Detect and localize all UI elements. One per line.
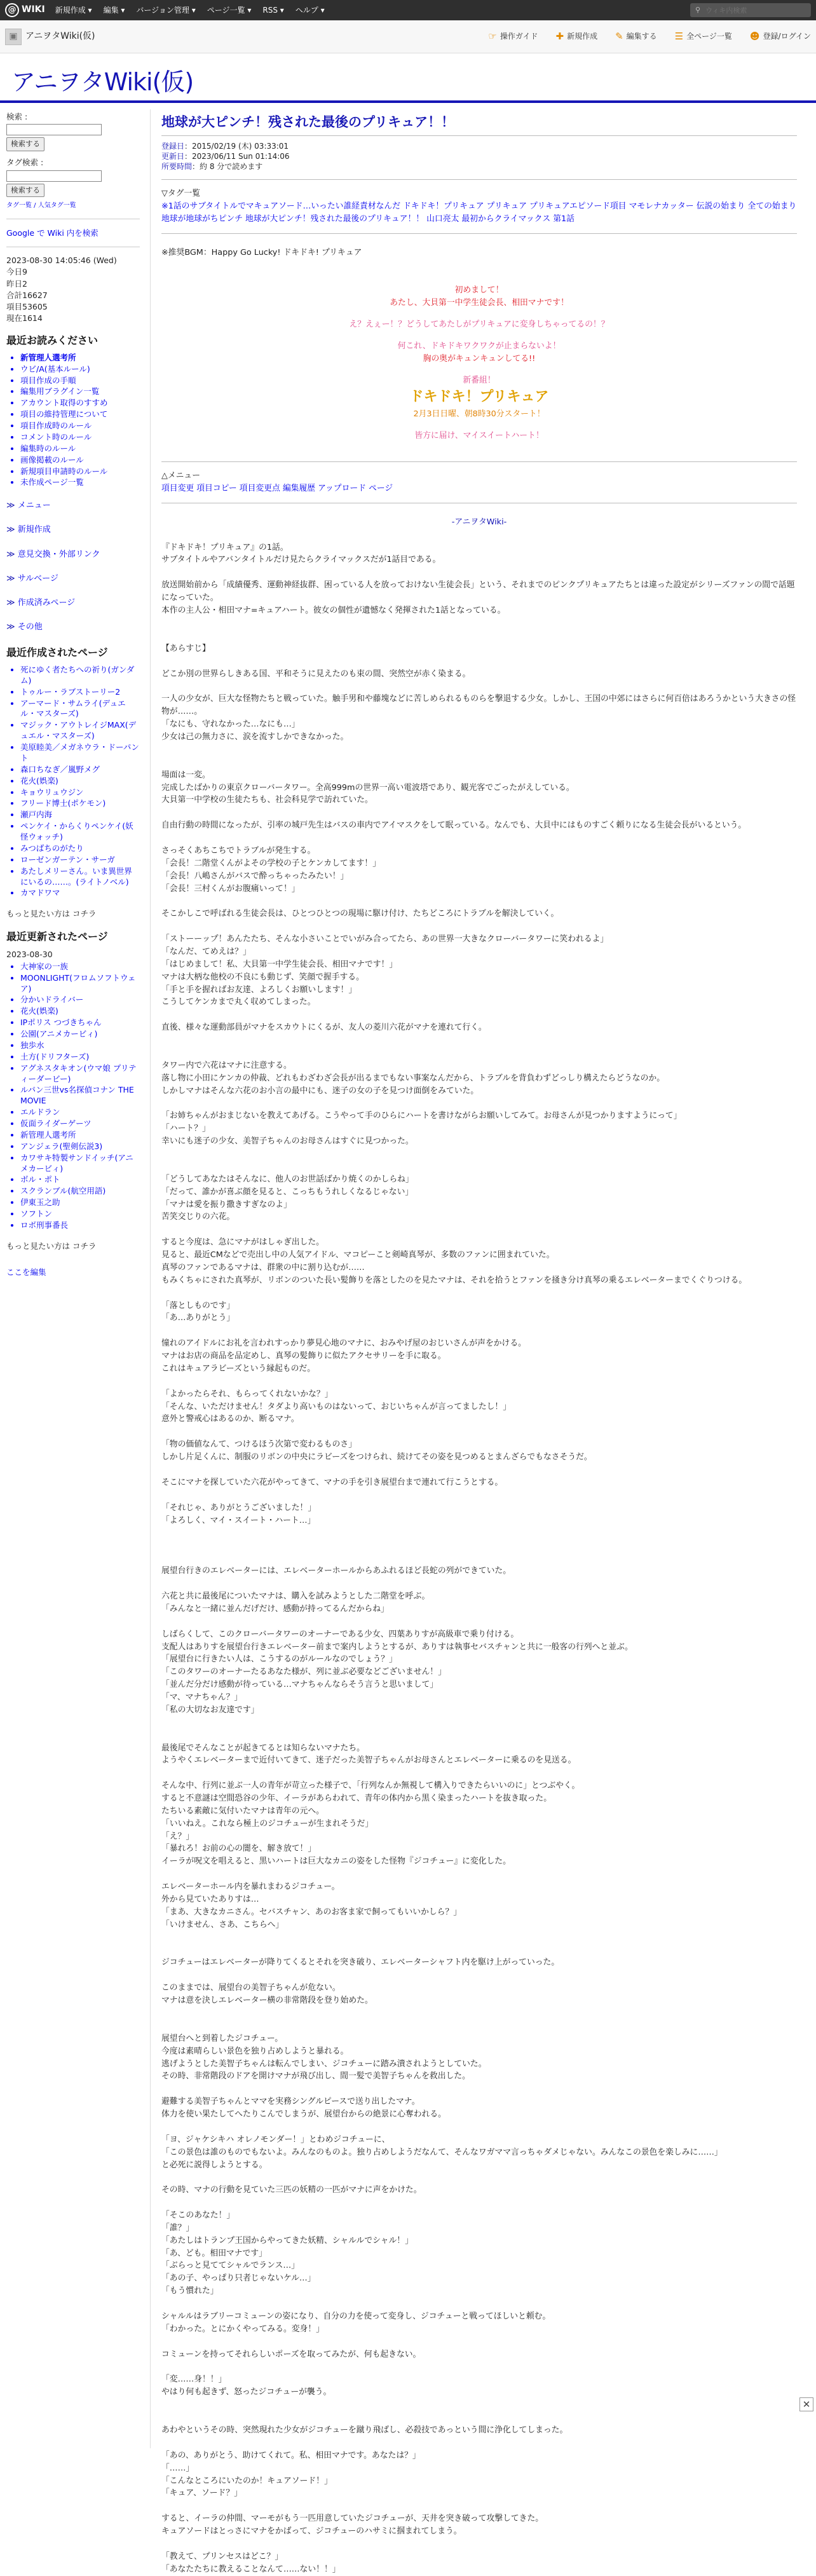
- list-item[interactable]: • フリード博士(ポケモン): [20, 798, 140, 809]
- list-item[interactable]: • 花火(娯楽): [20, 776, 140, 787]
- article-line: 「もう慣れた」: [161, 2286, 219, 2296]
- list-item[interactable]: • 森口ちなぎ／嵐野メグ: [20, 765, 140, 775]
- counter-stats: 2023-08-30 14:05:46 (Wed) 今日9 昨日2 合計16627 項目53605 現在1614: [6, 256, 117, 323]
- page-meta: 登録日：2015/02/19 (木) 03:33:01 更新日：2023/06/11 Sun 01:14:06 所要時間：約 8 分で読めます: [161, 141, 290, 171]
- article-line: ようやくエレベーターまで近付いてきて、迷子だった美智子ちゃんがお母さんとエレベーターに乗るのを見送る。: [161, 1755, 576, 1766]
- article-line: [161, 1717, 797, 1729]
- nav-other[interactable]: ≫ その他: [6, 621, 140, 634]
- list-item[interactable]: • ウビ/A(基本ルール): [20, 364, 140, 375]
- divider: [161, 461, 797, 462]
- article-line: 直後、様々な運動部員がマナをスカウトにくるが、友人の菱川六花がマナを連れて行く。: [161, 1023, 487, 1033]
- list-item[interactable]: • 瀬戸内海: [20, 810, 140, 821]
- article-line: マナは意を決しエレベーター横の非常階段を登り始めた。: [161, 1996, 373, 2006]
- article-line: 「会長！八嶋さんがバスで酔っちゃったみたい！」: [161, 871, 349, 881]
- recent-updated-heading: 最近更新されたページ: [6, 930, 108, 943]
- google-search-link[interactable]: Google で Wiki 内を検索: [6, 228, 99, 238]
- article-line: [161, 655, 797, 668]
- nav-menu[interactable]: ≫ メニュー: [6, 500, 140, 512]
- article-line: 今度は素晴らしい景色を独り占めしようと暴れる。: [161, 2046, 349, 2056]
- search-icon: ⚲: [695, 6, 701, 15]
- article-line: その時、非常階段のドアを開けマナが飛び出し、間一髪で美智子ちゃんを救出した。: [161, 2071, 470, 2082]
- at-icon: @: [5, 3, 19, 17]
- list-item[interactable]: • エルドラン: [20, 1107, 140, 1118]
- article-body: [161, 542, 797, 2576]
- article-line: 最後尾でそんなことが起きてるとは知らないマナたち。: [161, 1743, 365, 1753]
- guide-button[interactable]: ☞ 操作ガイド: [488, 29, 538, 44]
- recent-created-list: [6, 665, 140, 899]
- article-line: 「ハート？」: [161, 1124, 210, 1134]
- pencil-icon: ✎: [615, 30, 623, 42]
- article-line: 「並んだ分だけ感動が待っている…マナちゃんならそう言うと思いまして」: [161, 1680, 439, 1690]
- list-item[interactable]: • IPポリス つづきちゃん: [20, 1018, 140, 1028]
- article-line: 外から見ていたありすは…: [161, 1894, 259, 1904]
- article-line: 「手と手を握ればお友達、よろしくお願いします！」: [161, 985, 357, 995]
- article-line: [161, 1578, 797, 1590]
- article-line: 体力を使い果たしてへたりこんでしまうが、展望台からの絶景に心奪われる。: [161, 2109, 446, 2120]
- article-line: [161, 2020, 797, 2033]
- header-rule: [0, 100, 816, 103]
- article-line: タワー内で六花はマナに注意する。: [161, 1060, 292, 1070]
- article-line: と必死に説得しようとする。: [161, 2160, 268, 2170]
- article-line: 場面は一変。: [161, 770, 210, 780]
- article-line: [161, 2007, 797, 2020]
- list-item[interactable]: • 死にゆく者たちへの祈り(ガンダム): [20, 665, 140, 686]
- article-line: 「ストーーップ！あんたたち、そんな小さいことでいがみ合ってたら、あの世界一大きなクローバータワーに笑われるよ」: [161, 934, 609, 944]
- article-line: 【あらすじ】: [161, 643, 210, 653]
- article-line: [161, 1539, 797, 1552]
- article-line: [161, 1325, 797, 1337]
- article-line: もみくちゃにされた真琴が、リボンのついた長い髪飾りを落としたのを見たマナは、それを拾うとファンを掻き分け真琴の乗るエレベーターまでくぐりつける。: [161, 1275, 747, 1285]
- nav-salvage[interactable]: ≫ サルベージ: [6, 573, 140, 585]
- article-line: [161, 2197, 797, 2209]
- list-item[interactable]: • 画像掲載のルール: [20, 455, 140, 466]
- article-line: 「暴れろ！お前の心の闇を、解き放て！」: [161, 1844, 316, 1854]
- list-item[interactable]: • 編集用ブラグイン一覧: [20, 386, 140, 397]
- menu-version[interactable]: バージョン管理 ▾: [136, 5, 196, 15]
- menu-toggle[interactable]: △メニュー: [161, 471, 201, 481]
- article-line: [161, 1148, 797, 1161]
- tag-search-button[interactable]: 検索する: [6, 184, 44, 198]
- article-line: しかし片足くんに、制服のリボンの中央にラビーズをつけられ、続けてその姿を見つめるとまんざらでもなさそうだ。: [161, 1452, 592, 1462]
- top-menu: [55, 4, 325, 17]
- list-item[interactable]: • 新管理人選考所: [20, 353, 140, 364]
- article-line: 「まあ、大きなカニさん。セバスチャン、あのお客ま家で飼ってもいいかしら？」: [161, 1907, 462, 1917]
- list-item[interactable]: • アーマード・サムライ(デュエル・マスターズ): [20, 699, 140, 720]
- tag-list-link[interactable]: タグ一覧 / 人気タグ一覧: [6, 202, 76, 210]
- list-item[interactable]: • コメント時のルール: [20, 432, 140, 443]
- menu-new[interactable]: 新規作成 ▾: [55, 5, 92, 15]
- article-line: このままでは、展望台の美智子ちゃんが危ない。: [161, 1983, 341, 1993]
- pointer-icon: ☞: [488, 30, 497, 42]
- plus-icon: ✚: [555, 30, 564, 42]
- article-line: マナは大柄な他校の不良にも動じず、笑顔で握手する。: [161, 972, 364, 982]
- list-item[interactable]: • 仮面ライダーゲーツ: [20, 1119, 140, 1129]
- article-line: [161, 1616, 797, 1628]
- site-icon: ▣: [5, 29, 22, 45]
- list-item[interactable]: • 編集時のルール: [20, 444, 140, 454]
- list-item[interactable]: • 公園(アニメカービィ): [20, 1029, 140, 1040]
- wiki-logo[interactable]: @ WIKI: [5, 3, 45, 17]
- article-line: [161, 1034, 797, 1047]
- article-line: 意外と警戒心はあるのか、断るマナ。: [161, 1414, 299, 1424]
- edit-sidebar-link[interactable]: ここを編集: [6, 1267, 46, 1278]
- article-line: [161, 1944, 797, 1956]
- article-line: すると今度は、急にマナがはしゃぎ出した。: [161, 1237, 324, 1248]
- article-line: 「お姉ちゃんがおまじないを教えてあげる。こうやって手のひらにハートを書けながらお願いしてみて。お母さんが見つかりますようにって」: [161, 1111, 682, 1121]
- article-line: 「みんなと一緒に並んだげだけ、感動が持ってるんだからね」: [161, 1604, 389, 1614]
- list-item[interactable]: • アグネスタキオン(ウマ娘 プリティーダービー): [20, 1063, 140, 1085]
- article-line: 「わかった。とにかくやってみる。変身！」: [161, 2324, 324, 2334]
- tag-list[interactable]: ※1話のサブタイトルでマキュアソード…いったい誰経責材なんだ ドキドキ！プリキュア プリキュア プリキュアエピソード項目 マモレナカッター 伝説の始まり 全ての始まり 地球が地球がちピンチ 地球が大ピンチ！残された最後のプリキュア！！ 山口亮太 最初からクライマックス 第1話: [161, 201, 797, 224]
- article-line: 「それじゃ、ありがとうございました！」: [161, 1503, 316, 1513]
- article-line: [161, 2121, 797, 2134]
- article-line: そこかしこで呼ばれる生徒会長は、ひとつひとつの現場に駆け付け、たちどころにトラブルを解決していく。: [161, 909, 559, 919]
- list-item[interactable]: • スクランブル(航空用語): [20, 1186, 140, 1197]
- list-item[interactable]: • 未作成ページ一覧: [20, 477, 140, 488]
- article-line: しかしマナはそんな六花のお小言の最中にも、迷子の女の子を見つけ面倒をみていた。: [161, 1086, 479, 1096]
- article-line: 逃げようとした美智子ちゃんは転んでしまい、ジコチューに踏み潰されようとしていた。: [161, 2059, 487, 2069]
- search-label: 検索 :: [6, 112, 28, 121]
- article-line: 見ると、最近CMなどで売出し中の人気アイドル、マコピーこと剣崎真琴が、多数のファンに囲まれていた。: [161, 1250, 555, 1260]
- article-line: 「会長！二階堂くんがよその学校の子とケンカしてます！」: [161, 858, 381, 868]
- article-line: 憧れのアイドルにお礼を言われすっかり夢見心地のマナに、おみやげ屋のおじいさんが声をかける。: [161, 1339, 526, 1349]
- article-line: コミューンを持ってそれらしいポーズを取ってみたが、何も起きない。: [161, 2349, 421, 2359]
- nav-new[interactable]: ≫ 新規作成: [6, 524, 140, 536]
- article-line: シャルルはラブリーコミューンの姿になり、自分の力を使って変身し、ジコチューと戦ってほしいと頼む。: [161, 2311, 551, 2321]
- article-line: [161, 2437, 797, 2450]
- article-line: [161, 1969, 797, 1982]
- updated-date: 2023-08-30: [6, 950, 53, 960]
- article-line: 「……」: [161, 2463, 194, 2473]
- nav-links[interactable]: ≫ 意見交換・外部リンク: [6, 549, 140, 561]
- all-pages-button[interactable]: ☰ 全ページ一覧: [675, 29, 732, 44]
- article-line: [161, 1047, 797, 1060]
- article-line: 「物の価値なんて、つけるほう次第で変わるものさ」: [161, 1440, 357, 1450]
- article-line: 落し物に小田にケンカの仲裁、どれもわざわざ会長が出るまでもない事案なんだから、トラブルを背負わずどっしり構えたらどうなのか。: [161, 1073, 665, 1083]
- article-line: [161, 1161, 797, 1173]
- tag-search-label: タグ検索 :: [6, 158, 44, 168]
- recent-created-heading: 最近作成されたページ: [6, 646, 108, 659]
- article-line: あわやというその時、突然現れた少女がジコチューを蹴り飛ばし、必殺技であっという間に浄化してしまった。: [161, 2425, 568, 2436]
- article-line: [161, 1223, 797, 1236]
- article-line: [161, 1552, 797, 1565]
- article-line: すると不意謎は空間恐谷の少年、イーラがあらわれて、青年の体内から黒く染まったハートを抜き取った。: [161, 1794, 552, 1804]
- recent-read-list: [6, 353, 140, 489]
- close-icon[interactable]: ✕: [799, 2397, 813, 2411]
- list-item[interactable]: • 花火(娯楽): [20, 1006, 140, 1017]
- article-line: 「なにも、守れなかった…なにも…」: [161, 719, 300, 730]
- article-line: 「誰？」: [161, 2223, 194, 2233]
- article-line: どこか別の世界らしきある国、平和そうに見えたのも束の間、突然空が赤く染まる。: [161, 669, 471, 679]
- article-line: 「ヨ、ジャケシキハ オレノモンダー！」とわめジコチューに、: [161, 2134, 390, 2144]
- article-line: 「キュア、ソード？」: [161, 2488, 242, 2498]
- article-line: しばらくして、このクローバータワーのオーナーである少女、四葉ありすが高級車で乗り付ける。: [161, 1629, 519, 1639]
- list-item[interactable]: • ペンケイ・からくりペンケイ(妖怪ウォッチ): [20, 821, 140, 843]
- article-line: [161, 2361, 797, 2373]
- article-line: イーラが呪文を唱えると、黒いハートは巨大なカニの姿をした怪物『ジコチュー』に変化した。: [161, 1857, 511, 1867]
- list-item[interactable]: • 新管理人選考所: [20, 1130, 140, 1141]
- article-line: [161, 630, 797, 643]
- list-item[interactable]: • 分かいドライバー: [20, 995, 140, 1005]
- article-line: 「このタワーのオーナーたるあなた様が、列に並ぶ必要などございません！」: [161, 1667, 446, 1677]
- list-item[interactable]: • 項目作成時のルール: [20, 421, 140, 432]
- list-item[interactable]: • アンジェラ(聖剣伝説3): [20, 1141, 140, 1152]
- main-content: [161, 109, 797, 2576]
- article-line: 「落としものです」: [161, 1300, 235, 1311]
- wiki-caption: -アニヲタWiki-: [451, 517, 507, 527]
- tag-search-input[interactable]: [6, 170, 102, 182]
- article-line: 「え？」: [161, 1831, 194, 1841]
- article-line: [161, 1464, 797, 1476]
- article-line: 「ぶらっと見ててシャルでランス…」: [161, 2261, 299, 2271]
- article-line: 「この景色は誰のものでもないよ。みんなのものよ。独り占めしようだなんて、そんなワガママ言っちゃダメじゃない。みんなこの景色を楽しみに……」: [161, 2147, 723, 2157]
- article-line: マナはお店の商品を品定めし、真琴の髪飾りに似たアクセサリーを手に取る。: [161, 1351, 446, 1361]
- recent-updated-list: [6, 962, 140, 1231]
- edit-button[interactable]: ✎ 編集する: [615, 29, 657, 44]
- list-item[interactable]: • 項目の維持管理について: [20, 409, 140, 420]
- article-line: [161, 1527, 797, 1539]
- site-subbar: [0, 20, 816, 53]
- article-line: 「あの、ありがとう、助けてくれて。私、相田マナです。あなたは？」: [161, 2450, 421, 2460]
- article-line: そこにマナを探していた六花がやってきて、マナの手を引き展望台まで連れて行こうとする。: [161, 1477, 503, 1487]
- article-line: 大貝第一中学校の生徒たちも、社会科見学で訪れていた。: [161, 795, 373, 805]
- article-line: 「マ、マナちゃん？」: [161, 1692, 243, 1702]
- article-line: 本作の主人公・相田マナ=キュアハート。彼女の個性が遺憾なく発揮された1話となっている。: [161, 605, 506, 615]
- list-item[interactable]: • ロボ刑事番長: [20, 1220, 140, 1231]
- article-line: 「なんだ、てめえは？」: [161, 947, 251, 957]
- article-line: [161, 1767, 797, 1780]
- article-line: [161, 920, 797, 933]
- menu-help[interactable]: ヘルプ ▾: [295, 5, 325, 15]
- article-line: 「こんなところにいたのか！キュアソード！」: [161, 2476, 332, 2486]
- site-name[interactable]: ▣ アニヲタWiki(仮): [5, 29, 95, 45]
- top-search-input[interactable]: [704, 6, 799, 15]
- article-line: [161, 807, 797, 819]
- article-line: [161, 832, 797, 845]
- column-divider: [150, 109, 151, 2448]
- article-line: [161, 1375, 797, 1388]
- article-line: これはキュアラビーズという縁起ものだ。: [161, 1363, 315, 1373]
- divider: [161, 233, 797, 234]
- article-line: [161, 1489, 797, 1502]
- article-line: 展望台行きのエレベーターには、エレベーターホールからあふれるほど長蛇の列ができていた。: [161, 1566, 512, 1576]
- article-line: サブタイトルやアバンタイトルだけ見たらクライマックスだが1話目である。: [161, 555, 441, 565]
- top-search: [690, 3, 811, 17]
- list-item[interactable]: • 美原睦美／メガネウラ・ドーパント: [20, 742, 140, 764]
- sidebar-search-input[interactable]: [6, 124, 102, 135]
- article-line: 「あたしはトランプ王国からやってきた妖精、シャルルでシャル！」: [161, 2235, 413, 2245]
- list-item[interactable]: • キョウリュウジン: [20, 787, 140, 798]
- article-line: [161, 2083, 797, 2096]
- article-line: ジコチューはエレベーターが降りてくるとそれを突き破り、エレベーターシャフト内を駆け上がっていった。: [161, 1958, 560, 1968]
- list-icon: ☰: [674, 30, 684, 42]
- list-item[interactable]: • カワサキ特製サンドイッチ(アニメカービィ): [20, 1153, 140, 1175]
- nav-created[interactable]: ≫ 作成済みページ: [6, 597, 140, 610]
- list-item[interactable]: • 大神家の一族: [20, 962, 140, 972]
- article-line: こうしてケンカまで丸く収めてしまった。: [161, 997, 316, 1007]
- article-line: 「あの子、やっぱり只者じゃないケル…」: [161, 2273, 316, 2284]
- article-line: 「そんな、いただけません！タダより高いものはないって、おじいちゃんが言ってましたし！」: [161, 1401, 512, 1412]
- list-item[interactable]: • 項目作成の手順: [20, 376, 140, 386]
- sidebar: [6, 109, 140, 1279]
- list-item[interactable]: • カマドワマ: [20, 888, 140, 899]
- article-line: 苦笑交じりの六花。: [161, 1212, 235, 1222]
- article-line: 六花と共に最後尾についたマナは、購入を試みようとした二階堂を呼ぶ。: [161, 1591, 430, 1602]
- article-line: 支配人はありすを展望台行きエレベーター前まで案内しようとするが、ありすは執事セバスチャンと共に一般客の行列へと並ぶ。: [161, 1642, 633, 1652]
- article-line: [161, 2399, 797, 2411]
- article-line: 少女は己の無力さに、涙を流すしかできなかった。: [161, 732, 349, 742]
- article-line: 一人の少女が、巨大な怪物たちと戦っていた。触手男和や藤塊などに苦しめられるものらを撃退する少女。しかし、王国の中郊にはさらに何百倍はあろうかという大きさの怪物が……。: [161, 694, 796, 717]
- menu-rss[interactable]: RSS ▾: [262, 5, 284, 15]
- list-item[interactable]: • みつばちのがたり: [20, 843, 140, 854]
- article-line: [161, 756, 797, 769]
- recent-read-heading: 最近お読みください: [6, 334, 99, 346]
- article-line: [161, 2500, 797, 2512]
- article-line: 「いいねえ。これなら極上のジコチューが生まれそうだ」: [161, 1818, 374, 1829]
- article-line: [161, 2411, 797, 2424]
- divider: [161, 179, 797, 180]
- article-line: [161, 1009, 797, 1021]
- article-line: さっそくあちこちでトラブルが発生する。: [161, 846, 316, 856]
- article-line: 「マナは愛を振り撒きすぎなのよ」: [161, 1199, 292, 1210]
- article-line: [161, 1931, 797, 1944]
- article-line: たちいる素敵に気付いたマナは青年の元へ。: [161, 1806, 324, 1816]
- article-line: [161, 1729, 797, 1742]
- article-line: 「よろしく、マイ・スイート・ハート…」: [161, 1515, 316, 1525]
- intro-block: 初めまして！ あたし、大貝第一中学生徒会長、相田マナです！ え？えぇー！？どうしてあたしがプリキュアに変身しちゃってるの！？ 何これ、ドキドキワクワクが止まらないよ！ 胸の奥がキュンキュンしてる!! 新番組！ ドキドキ！プリキュア 2月3日日曜、朝8時30分スタート！ 皆方に届け、マイスイートハート！: [161, 284, 797, 442]
- article-line: 「あ、ども。相田マナです」: [161, 2248, 267, 2258]
- list-item[interactable]: • あたしメリーさん。いま異世界にいるの……。(ライトノベル): [20, 866, 140, 888]
- article-line: 「はじめまして！私、大貝第一中学生徒会長、相田マナです！」: [161, 959, 398, 969]
- article-line: [161, 1287, 797, 1300]
- list-item[interactable]: • 伊東玉之助: [20, 1197, 140, 1208]
- article-line: 「いけません、さあ、こちらへ」: [161, 1919, 284, 1930]
- list-item[interactable]: • ローゼンガーテン・サーガ: [20, 855, 140, 866]
- article-line: [161, 566, 797, 579]
- series-logo-text: ドキドキ！プリキュア: [409, 389, 549, 405]
- list-item[interactable]: • マジック・アウトレイジMAX(デュエル・マスターズ): [20, 720, 140, 742]
- article-line: キュアソードはとっさにマナをかばって、ジコチューのハサミに掴まれてしまう。: [161, 2526, 462, 2537]
- article-line: [161, 744, 797, 756]
- article-line: [161, 680, 797, 693]
- article-line: 「変……身！！」: [161, 2375, 227, 2385]
- list-item[interactable]: • ソフトン: [20, 1209, 140, 1220]
- list-item[interactable]: • トゥルー・ラブストーリー2: [20, 687, 140, 698]
- list-item[interactable]: • MOONLIGHT(フロムソフトウェア): [20, 973, 140, 995]
- article-line: [161, 2171, 797, 2184]
- article-line: その時、マナの行動を見ていた三匹の妖精の一匹がマナに声をかけた。: [161, 2185, 422, 2195]
- article-line: [161, 617, 797, 630]
- article-line: 放送開始前から「成績優秀、運動神経抜群、困っている人を放っておけない生徒会長」という、それまでのピンクプリキュアたちとは違った設定がシリーズファンの間で話題になっていた。: [161, 580, 795, 603]
- site-title[interactable]: アニヲタWiki(仮): [11, 68, 194, 96]
- article-line: 「展望台に行きたい人は、こうするのがルールなのでしょう？」: [161, 1654, 397, 1665]
- article-line: 「どうしてあなたはそんなに、他人のお世話ばかり焼くのかしらね」: [161, 1174, 414, 1184]
- article-line: 展望台へと到着したジコチュー。: [161, 2033, 283, 2043]
- menu-pages[interactable]: ページ一覧 ▾: [207, 5, 252, 15]
- sidebar-search-button[interactable]: 検索する: [6, 137, 44, 151]
- article-line: 『ドキドキ！プリキュア』の1話。: [161, 542, 289, 552]
- list-item[interactable]: • 独歩水: [20, 1040, 140, 1051]
- article-line: やはり何も起きず、怒ったジコチューが襲う。: [161, 2387, 332, 2397]
- article-line: 「よかったらそれ、もらってくれないかな？」: [161, 1389, 333, 1399]
- article-line: そんな中、行列に並ぶ一人の青年が苛立った様子で、「行列なんか無視して構入りできたらいいのに」とつぶやく。: [161, 1781, 580, 1791]
- login-button[interactable]: ☻ 登録/ログイン: [750, 29, 811, 44]
- article-line: 避難する美智子ちゃんとママを実務シングルピースで送り出したマナ。: [161, 2097, 420, 2107]
- article-line: 「教えて、プリンセスはどこ？」: [161, 2551, 283, 2561]
- article-line: [161, 1426, 797, 1438]
- tags-toggle[interactable]: ▽タグ一覧: [161, 189, 201, 199]
- article-line: すると、イーラの仲間、マーモがもう一匹用意していたジコチューが、天井を突き破って攻撃してきた。: [161, 2514, 544, 2524]
- menu-edit[interactable]: 編集 ▾: [103, 5, 125, 15]
- article-line: 真琴のファンであるマナは、群衆の中に割り込むが……: [161, 1262, 365, 1272]
- page-tools[interactable]: 項目変更 項目コピー 項目変更点 編集履歴 アップロード ページ: [161, 483, 393, 493]
- article-line: [161, 2298, 797, 2310]
- new-page-button[interactable]: ✚ 新規作成: [556, 29, 598, 44]
- article-line: 完成したばかりの東京クローバータワー。全高999mの世界一高い電波塔であり、観光客でごったがえしている。: [161, 782, 575, 793]
- article-line: 「私の大切なお友達です」: [161, 1705, 259, 1715]
- article-line: 自由行動の時間になったが、引率の城戸先生はバスの車内でアイマスクをして眠っている。なんでも、大貝中にはものすごく頼りになる生徒会長がいるという。: [161, 821, 747, 831]
- more-updated-link[interactable]: もっと見たい方は コチラ: [6, 1241, 97, 1251]
- article-line: [161, 1097, 797, 1110]
- list-item[interactable]: • ルパン三世vs名探偵コナン THE MOVIE: [20, 1085, 140, 1107]
- article-line: [161, 2538, 797, 2551]
- article-line: 幸いにも迷子の少女、美智子ちゃんのお母さんはすぐに見つかった。: [161, 1136, 414, 1147]
- article-line: 「あなたたちに教えることなんて……ない！！」: [161, 2564, 341, 2574]
- page-title: 地球が大ピンチ！残された最後のプリキュア！！: [161, 112, 797, 136]
- article-line: [161, 1868, 797, 1881]
- article-line: [161, 895, 797, 908]
- list-item[interactable]: • 新規項目申請時のルール: [20, 467, 140, 477]
- article-line: [161, 2336, 797, 2348]
- list-item[interactable]: • ボル・ポト: [20, 1175, 140, 1185]
- article-line: 「あ…ありがとう」: [161, 1313, 235, 1323]
- list-item[interactable]: • 土方(ドリフターズ): [20, 1052, 140, 1063]
- article-line: 「だって、誰かが喜ぶ顔を見ると、こっちもうれしくなるじゃない」: [161, 1187, 414, 1197]
- article-line: 「会長！三村くんがお腹痛いって！」: [161, 883, 300, 894]
- subbar-actions: [488, 29, 811, 44]
- bgm-note: ※推奨BGM：Happy Go Lucky! ドキドキ! プリキュア: [161, 247, 362, 257]
- more-created-link[interactable]: もっと見たい方は コチラ: [6, 909, 97, 919]
- top-system-bar: [0, 0, 816, 20]
- article-line: 「そこのあなた！」: [161, 2211, 235, 2221]
- article-line: エレベーターホール内を暴れまわるジコチュー。: [161, 1882, 340, 1892]
- user-icon: ☻: [749, 30, 760, 42]
- list-item[interactable]: • アカウント取得のすすめ: [20, 398, 140, 409]
